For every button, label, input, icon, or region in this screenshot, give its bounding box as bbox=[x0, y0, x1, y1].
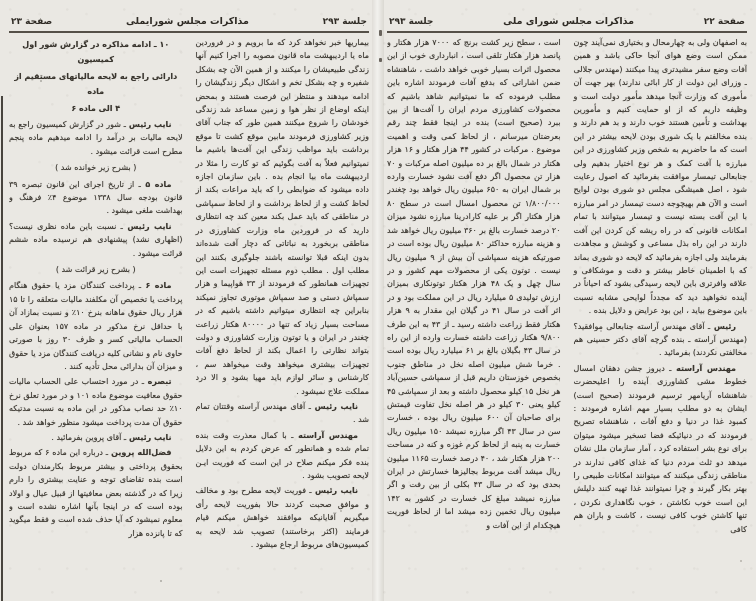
book-edge-shadow bbox=[1, 96, 3, 601]
speaker-name: مهندس آراسته bbox=[671, 363, 736, 373]
speaker-name: نایب رئیس bbox=[310, 401, 358, 411]
paragraph: تبصره ـ در مورد احتساب علی الحساب مالیات حقوق معافیت موضوع ماده ۱۰۱ و در مورد تعلق نرخ ۱۰٪ حد نصاب مذکور در این ماده به نسبت مدتیکه حقوق آن مدت پرداخت میشود منظور خواهد شد . bbox=[9, 377, 183, 427]
text-column-second bbox=[9, 36, 183, 588]
page-header bbox=[387, 16, 747, 33]
paragraph: مهندس آراسته ـ دیروز جشن دهقان امسال خطوط مشی کشاورزی آینده را اعلیحضرت شاهنشاه آریامهر ترسیم فرمودند (صحیح است) ایشان به دو مطلب بسیار مهم اشاره فرمودند : کمبود غذا در دنیا و دفع آفات ، شاهنشاه تصریح فرمودند که در دنیائیکه فضا تسخیر میشود میتوان برای نوع بشر استفاده کرد ، آمار سازمان ملل نشان میدهد دو ثلث مردم دنیا که غذای کافی ندارند در مناطقی زندگی میکنند که میتوانند امکانات طبیعی را بهتر بکار گیرند و چرا نمیتوانند غذا تهیه کنند دلیلش این است خوب نکاشتن ، خوب نگاهداری نکردن ، تنها کاشتن خوب کافی نیست ، کاشت و باران هم کافی bbox=[573, 363, 747, 534]
speaker-name: نایب رئیس bbox=[125, 120, 172, 129]
paragraph: فضل‌الله پروین ـ درباره این ماده ۶ که مربوط بحقوق پرداختی و بیشتر مربوط بکارمندان دولت است بنده تقاضای توجه و عنایت بیشتری را دارم زیرا که در گذشته بعض معافیتها از قبیل عیال و اولاد بوده است که در اینجا بآنها اشاره نشده است و معلوم نمیشود که آیا حذف شده است و فقط میگوید که تا پانزده هزار bbox=[9, 448, 183, 538]
journal-title: مذاکرات مجلس شورایملی bbox=[125, 16, 249, 27]
speaker-name: رئیس bbox=[710, 321, 736, 331]
paragraph: نایب رئیس ـ فوریت لایحه مطرح بود و مخالف و موافق صحبت کردند حالا بفوریت لایحه رأی میگیریم آقایانیکه موافقند خواهش میکنم قیام فرمایند (اکثر برخاستند) تصویب شد لایحه به کمیسیون‌های مربوط ارجاع میشود . bbox=[195, 486, 369, 550]
speaker-name: نایب رئیس bbox=[311, 486, 359, 496]
journal-title: مذاکرات مجلس شورای ملی bbox=[503, 16, 635, 27]
scan-speck bbox=[40, 80, 42, 82]
page-number-label: صفحة ۲۲ bbox=[703, 17, 745, 27]
section-heading-line: ۱۰ ـ ادامه مذاکره در گزارش شور اول کمیسیون bbox=[22, 40, 170, 64]
session-label: جلسة ۲۹۳ bbox=[322, 17, 367, 27]
paragraph: است ، سطح زیر کشت برنج که ۷۰۰۰ هزار هکتار و پانصد هزار هکتار تلقی است ، انبارداری خوب از این محصول اثرات بسیار خوبی خواهد داشت ، شاهنشاه ضمن اشاراتی که بدفع آفات فرمودند اشاره باین مطلب فرموده که ما نمیتوانیم شاهد باشیم که محصولات کشاورزی مردم ایران را آفت‌ها از بین ببرد (صحیح است) بنده در اینجا فقط چند رقم بعرضتان میرسانم ، از لحاظ کمی وقت و اهمیت موضوع . مرکبات در کشور ۴۴ هزار هکتار و ۱۶ هزار هکتار در شمال بالغ بر ده میلیون اصله مرکبات و ۷۰ هزار تن محصول اگر دفع آفت نشود خسارت وارده بر شمال ایران به ۶۵۰ میلیون ریال خواهد بود چغندر ۱/۸۰۰/۰۰۰ تن محصول امسال است در سطح ۸۰ هزار هکتار اگر بر علیه کارادرینا مبارزه نشود میزان ۲۰ درصد خسارت بالغ بر ۳۶۰ میلیون ریال خواهد شد و هزینه مبارزه حداکثر ۸۰ میلیون ریال بوده است در صورتیکه هزینه سمپاشی آن بیش از ۹ میلیون ریال نیست . توتون یکی از محصولات مهم کشور و در سال چهل و یک ۴۸ هزار هکتار توتونکاری بمیزان ارزش تولیدی ۵ میلیارد ریال در این مملکت بود و در اثر آفت در سال ۴۱ در گیلان این مقدار به ۹ هزار هکتار فقط زراعت داشته رسید ـ از ۴۳ به این طرف ۹/۸۰۰ هکتار زراعت داشته خسارت وارده از این راه در سال ۴۳ بگیلان بالغ بر ۶۱ میلیارد ریال بوده است . خرما شش میلیون اصله نخل در مناطق جنوب بخصوص خوزستان داریم قبل از سمپاشی حسین‌آباد هر نخل ۱۵ کیلو محصول داشته و بعد از سمپاشی ۴۵ کیلو یعنی ۳۰ کیلو در هر اصله نخل تفاوت قیمتش برای صاحبان آن ۶۰۰ میلیون ریال بوده ، خسارت سن در سال ۴۳ اگر مبارزه نمیشد ۱۵۰ میلیون ریال خسارت به پنبه از لحاظ کرم غوزه و کنه در مساحت ۲۰۰ هزار هکتار شد ، ۴۰ درصد خسارت ۱۱۶۵ میلیون ریال میشد آفت مربوط بجالیزها خسارتش در ایران بحدی بود که در سال ۴۳ بکلی از بین رفت و اگر مبارزه نمیشد مبلغ کل خسارت در کشور به ۱۴۲ میلیون ریال تخمین زده میشد اما از لحاظ فوریت هیچکدام از این آفات و bbox=[387, 38, 561, 530]
section-heading-line: ۴ الی ماده ۶ bbox=[71, 104, 121, 113]
paragraph: به اصفهان ولی به چهارمحال و بختیاری نمی‌آیند چون ممکن است وضع هوای آنجا حاکی باشد و همین آفات وضع سفر مشیدتری پیدا میکنند (مهندس جلالی ـ وزرای این دولت از کار ابائی ندارند) بهر جهت آن مأموری که وزارت آنجا میدهد مأمور دولت است و وظیفه داریم که از او حمایت کنیم و مأمورین بهداشت و تأمین هستند خوب دارند و بد هم دارند و بنده مخالفتم با یک شوری بودن لایحه بیشتر در این است که ما حاضریم به شخص وزیر کشاورزی در این مبارزه با آفت کمک و هر نوع اختیار بدهیم ولی جنابعالی تیمسار موافقت بفرمائید که اصول رعایت شود ، اصل همیشگی مجلس دو شوری بودن لوایح است و الآن هم بهیچوجه دست تیمسار در امر مبارزه با این آفت بسته نیست و تیمسار میتوانند با تمام امکانات قانونی که در راه ریشه کن کردن این آفت دارند در این راه بذل مساعی و کوشش و مجاهدت بفرمایند ولی اجازه بفرمائید که لایحه دو شوری بماند که با اطمینان خاطر بیشتر و دقت و موشکافی و علاقه وافرتری باین لایحه رسیدگی بشود که احیاناً در آینده نخواهید دید که مجدداً لوایحی مشابه نسبت باین موضوع بیاید ، این بود عرایض و دلایل بنده . bbox=[573, 38, 747, 316]
text-column-second bbox=[387, 36, 561, 588]
text-columns bbox=[387, 36, 747, 588]
paragraph: ( بشرح زیر قرائت شد ) bbox=[55, 265, 136, 275]
text-column-first bbox=[574, 36, 748, 588]
paragraph: ماده ۵ ـ از تاریخ اجرای این قانون تبصره ۳۹ قانون بودجه سال ۱۳۳۸ موضوع ۴٪ فرهنگ و بهداشت ملغی میشود . bbox=[9, 179, 183, 216]
page-number-label: صفحة ۲۳ bbox=[11, 17, 53, 27]
paragraph: نایب رئیس ـ آقای پروین بفرمائید . bbox=[51, 432, 172, 442]
speaker-name: فضل‌الله پروین bbox=[108, 448, 172, 458]
paragraph: نایب رئیس ـ شور در گزارش کمیسیون راجع به لایحه مالیات بر درآمد را ادامه میدهیم ماده پنجم مطرح است قرائت میشود . bbox=[9, 120, 183, 156]
speaker-name: نایب رئیس bbox=[122, 221, 172, 231]
speaker-name: ماده ۶ bbox=[141, 281, 172, 291]
page-22 bbox=[378, 0, 756, 601]
session-label: جلسة ۲۹۳ bbox=[389, 17, 434, 27]
speaker-name: مهندس آراسته bbox=[293, 430, 358, 440]
paragraph: رئیس ـ آقای مهندس آراسته جنابعالی موافقید؟ (مهندس آراسته ـ بنده گرچه آقای دکتر حسینی هم مخالفتی نکردند) بفرمائید . bbox=[573, 321, 747, 358]
text-columns bbox=[9, 36, 369, 588]
speaker-name: تبصره bbox=[144, 377, 172, 387]
paragraph: نایب رئیس ـ آقای مهندس آراسته وقتتان تمام شد . bbox=[195, 401, 369, 425]
paragraph: ماده ۶ ـ پرداخت کنندگان مزد یا حقوق هنگام پرداخت یا تخصیص آن مکلفند مالیات متعلقه را تا ۱۵ هزار ریال حقوق ماهانه بنرخ ۱۰٪ و نسبت بمازاد آن با حداقل نرخ مذکور در ماده ۱۵۷ بعنوان علی الحساب مالیاتی کسر و ظرف ۳۰ روز با صورتی حاوی نام و نشانی کلیه دریافت کنندگان مزد یا حقوق و میزان آن بدارائی محل تأدیه کنند . bbox=[9, 281, 183, 371]
page-header bbox=[9, 16, 369, 33]
scan-speck bbox=[379, 58, 382, 62]
paragraph: نایب رئیس ـ نسبت باین ماده نظری نیست؟ (اظهاری نشد) پیشنهادی هم نرسیده ماده ششم قرائت میشود . bbox=[9, 221, 183, 258]
section-heading-line: دارائی راجع به لایحه مالیاتهای مستقیم از ماده bbox=[14, 72, 178, 96]
paragraph: ( بشرح زیر خوانده شد ) bbox=[55, 163, 137, 173]
paragraph: مهندس آراسته ـ با کمال معذرت وقت بنده تمام شده و همانطور که عرض کردم به این دلایل بنده فکر میکنم صلاح در این است که فوریت ایـن لایحه تصویب بشود . bbox=[195, 430, 369, 480]
scan-speck bbox=[379, 30, 382, 36]
text-column-first bbox=[196, 36, 370, 588]
speaker-name: ماده ۵ bbox=[140, 179, 172, 189]
speaker-name: نایب رئیس bbox=[126, 432, 172, 442]
paragraph: بیماریها خبر نخواهد کرد که ما برویم و در فروردین ماه یا اردیبهشت ماه قانون مصوبه را اجرا کنیم آنها زندگی طبیعیشان را میکنند و از همین الآن چه بشکل شفیره و چه بشکل تخم و اشکال دیگر زندگیشان را ادامه میدهند و منتظر این فرصت هستند و بمحض اینکه اوضاع از نظر هوا و زمین مساعد شد زندگی خودشان را شروع میکنند همین طور که جناب آقای وزیر کشاورزی فرمودند مابین موقع کشت تا موقع برداشت باید مواظب زندگی این آفت‌ها باشیم ما نمیتوانیم فعلاً به آفت بگوئیم که تو کارت را مثلا در اردیبهشت ماه بیا انجام بده . باین سازمان اجازه داده میشود که ضوابطی را که باید مراعات بکند از لحاظ کشت و از لحاظ برداشت و از لحاظ سمپاشی در مناطقی که باید عمل بکند معین کند چه انتظاری دارید که در فروردین ماه وزارت کشاورزی در مناطقی بربخورد به نباتاتی که دچار آفت شده‌اند بدون اینکه قبلا توانسته باشند جلوگیری بکنند این مطلب اول . مطلب دوم مسئله تجهیزات است این تجهیزات همانطور که فرمودند از ۳۳ هواپیما و هزار سمپاش دستی و صد سمپاش موتوری تجاوز نمیکند بنابراین چه انتظاری میتوانیم داشته باشیم که در مساحت بسیار زیاد که تنها در ۸۰۰۰۰ هکتار زراعت چغندر در ایران و یا توتون وزارت کشاورزی و دولت بتواند نظارتی را اعمال بکند از لحاظ دفع آفات تجهیزات بیشتری میخواهد وقت میخواهد سم ، کارشناس و سائر لوازم باید مهیا بشود و الا درد مملکت علاج نمیشود . bbox=[195, 38, 369, 396]
